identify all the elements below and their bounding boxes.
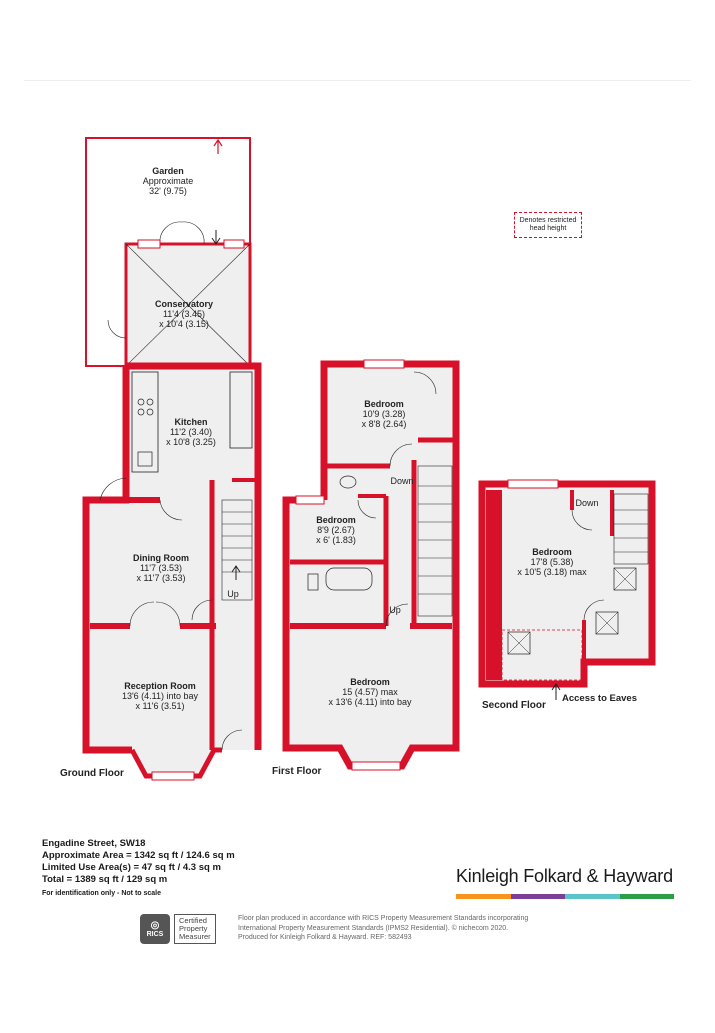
ff-bedroom-small-dim-1: 8'9 (2.67)	[317, 525, 355, 535]
garden-label: Garden	[152, 166, 184, 176]
dining-room-label: Dining Room	[133, 553, 189, 563]
second-floor-label: Second Floor	[482, 700, 546, 711]
limited-use-area: Limited Use Area(s) = 47 sq ft / 4.3 sq m	[42, 862, 221, 873]
rics-logo-icon: ◎ RICS	[140, 914, 170, 944]
reception-room-dim-2: x 11'6 (3.51)	[135, 701, 185, 711]
conservatory-dim-2: x 10'4 (3.15)	[159, 319, 209, 329]
rics-logo-text: RICS	[146, 931, 164, 938]
ground-floor-plan	[60, 138, 258, 780]
garden-dim-2: 32' (9.75)	[149, 186, 187, 196]
sf-bedroom-dim-2: x 10'5 (3.18) max	[517, 567, 587, 577]
first-floor-label: First Floor	[272, 766, 322, 777]
sf-bedroom-dim-1: 17'8 (5.38)	[530, 557, 574, 567]
disclaimer-line-3: Produced for Kinleigh Folkard & Hayward. REF: 582493	[238, 934, 412, 941]
ff-stairs-down-label: Down	[390, 476, 414, 486]
identification-note: For identification only - Not to scale	[42, 890, 162, 897]
rics-line-3: Measurer	[179, 932, 211, 941]
first-floor-plan	[272, 360, 456, 777]
garden-dim-1: Approximate	[142, 176, 194, 186]
disclaimer	[238, 914, 598, 943]
conservatory-dim-1: 11'4 (3.45)	[162, 309, 206, 319]
ff-bedroom-front-label: Bedroom	[350, 677, 390, 687]
disclaimer-line-1: Floor plan produced in accordance with RICS Property Measurement Standards incorporating	[238, 915, 529, 922]
sf-stairs-down-label: Down	[575, 498, 599, 508]
ff-bedroom-front-dim-2: x 13'6 (4.11) into bay	[328, 697, 412, 707]
brand-color-bar	[456, 894, 674, 899]
ff-bedroom-small-label: Bedroom	[316, 515, 356, 525]
restricted-height-legend	[514, 212, 582, 238]
legend-line-2: head height	[529, 225, 567, 232]
brand-bar-teal	[565, 894, 620, 899]
rics-line-2: Property	[179, 924, 208, 933]
rics-line-1: Certified	[179, 916, 207, 925]
brand-bar-green	[620, 894, 675, 899]
address: Engadine Street, SW18	[42, 838, 146, 849]
property-summary	[42, 838, 235, 900]
ff-stairs-up-label: Up	[389, 605, 401, 615]
conservatory-label: Conservatory	[154, 299, 214, 309]
kitchen-dim-1: 11'2 (3.40)	[169, 427, 213, 437]
ground-floor-label: Ground Floor	[60, 768, 124, 779]
agent-brand-name: Kinleigh Folkard & Hayward	[456, 866, 673, 886]
rics-badge	[140, 914, 216, 944]
disclaimer-line-2: International Property Measurement Standards (IPMS2 Residential). © nichecom 2020.	[238, 924, 509, 932]
access-to-eaves-label: Access to Eaves	[562, 693, 637, 704]
second-floor-plan	[482, 480, 652, 711]
ff-bedroom-front-dim-1: 15 (4.57) max	[342, 687, 398, 697]
sf-bedroom-label: Bedroom	[532, 547, 572, 557]
rics-certification	[174, 914, 216, 944]
kitchen-dim-2: x 10'8 (3.25)	[166, 437, 216, 447]
reception-room-dim-1: 13'6 (4.11) into bay	[121, 691, 199, 701]
total-area: Total = 1389 sq ft / 129 sq m	[42, 874, 168, 885]
ff-bedroom-top-dim-1: 10'9 (3.28)	[362, 409, 406, 419]
brand-bar-purple	[511, 894, 566, 899]
dining-room-dim-1: 11'7 (3.53)	[139, 563, 183, 573]
kitchen-label: Kitchen	[174, 417, 208, 427]
brand-bar-orange	[456, 894, 511, 899]
dining-room-dim-2: x 11'7 (3.53)	[136, 573, 186, 583]
ff-bedroom-top-dim-2: x 8'8 (2.64)	[361, 419, 407, 429]
ground-stairs-up-label: Up	[227, 589, 239, 599]
approximate-area: Approximate Area = 1342 sq ft / 124.6 sq m	[42, 850, 235, 861]
reception-room-label: Reception Room	[124, 681, 196, 691]
ff-bedroom-small-dim-2: x 6' (1.83)	[316, 535, 356, 545]
legend-line-1: Denotes restricted	[519, 217, 577, 224]
ff-bedroom-top-label: Bedroom	[364, 399, 404, 409]
